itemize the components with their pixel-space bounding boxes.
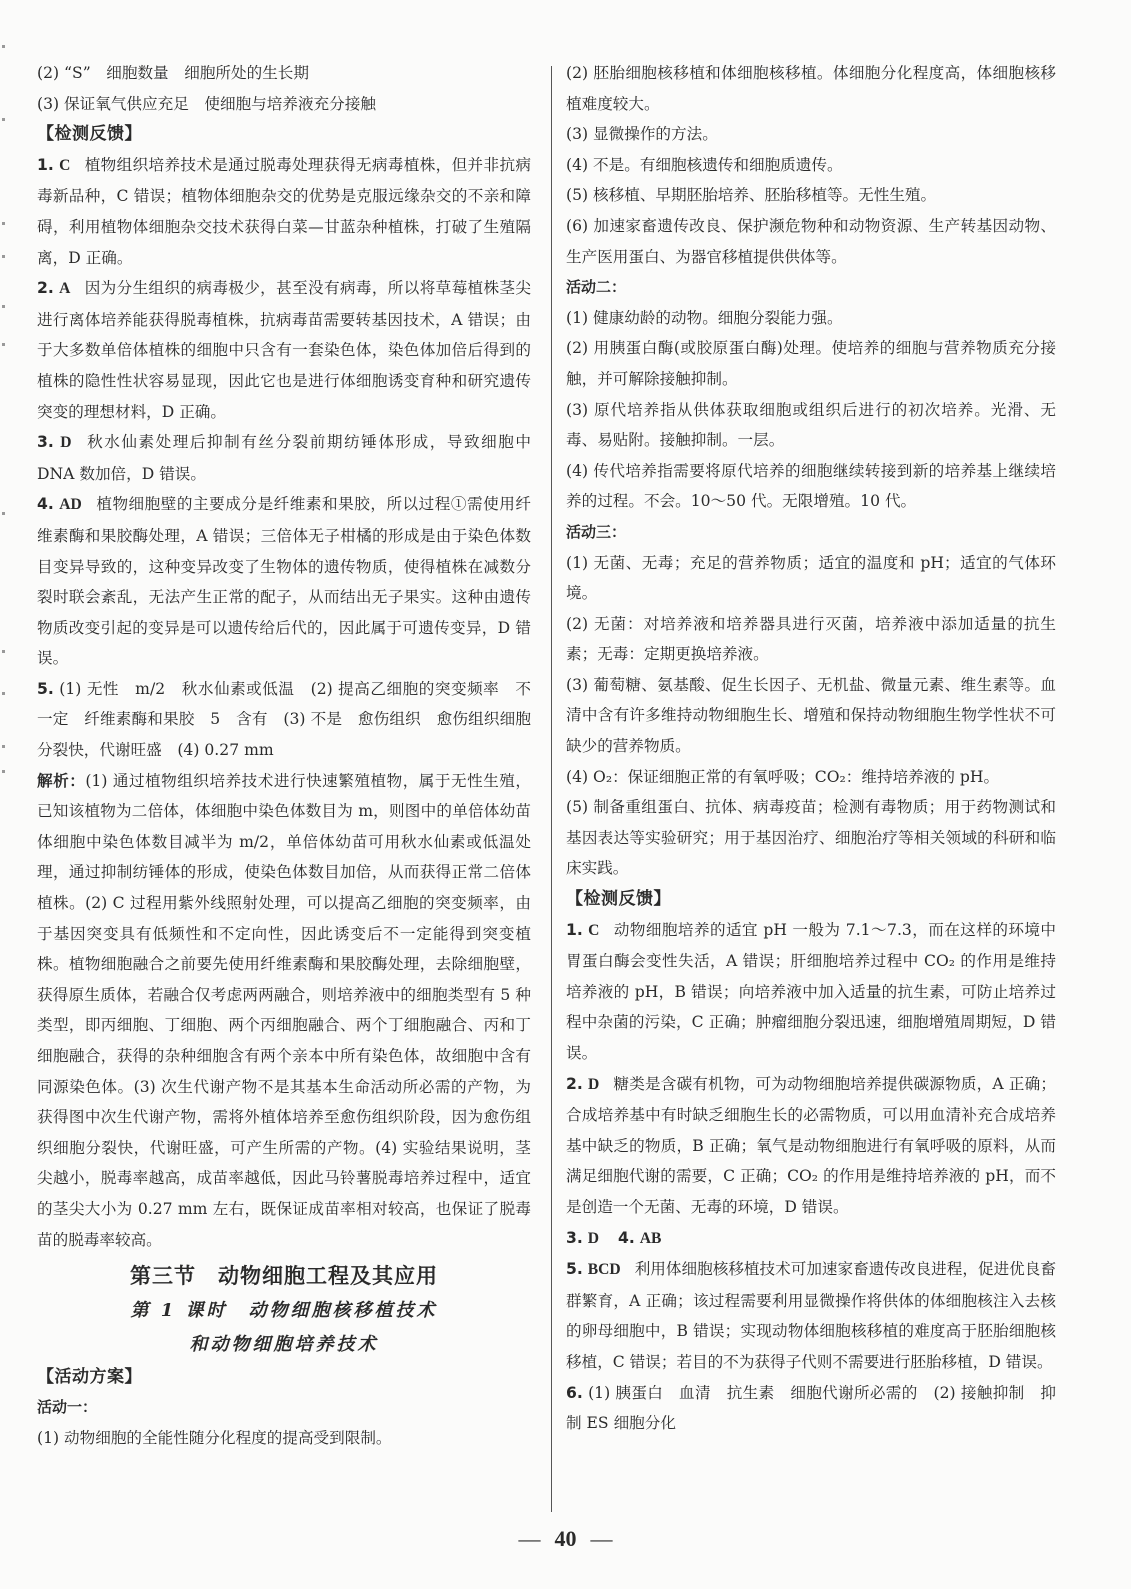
activity2-item: (4) 传代培养指需要将原代培养的细胞继续转接到新的培养基上继续培养的过程。不会。10～50 代。无限增殖。10 代。 — [566, 461, 1056, 511]
activity1-label: 活动一： — [37, 1398, 98, 1417]
activity2-item: (2) 用胰蛋白酶(或胶原蛋白酶)处理。使培养的细胞与营养物质充分接触，并可解除接触抑制。 — [566, 339, 1056, 388]
answer-key: A — [59, 280, 71, 298]
page-dash-right: — — [590, 1526, 613, 1551]
answer-key: AB — [639, 1229, 662, 1247]
page-number-value: 40 — [554, 1526, 577, 1551]
question-number: 1. — [37, 155, 54, 174]
question-number: 3. — [37, 433, 54, 452]
explanation: 糖类是含碳有机物，可为动物细胞培养提供碳源物质，A 正确；合成培养基中有时缺乏细胞生长的必需物质，可以用血清补充合成培养基中缺乏的物质，B 正确；氧气是动物细胞进行有氧呼吸的原料，从而满足细胞代谢的需要，C 正确；CO₂ 的作用是维持培养液的 pH，而不是创造一个无菌、无毒的环境，D 错误。 — [566, 1074, 1056, 1216]
activity2-label: 活动二： — [566, 278, 627, 297]
question-number: 2. — [566, 1074, 583, 1093]
activity1-item: (5) 核移植、早期胚胎培养、胚胎移植等。无性生殖。 — [566, 186, 937, 205]
question-number: 5. — [566, 1260, 583, 1279]
feedback-item — [566, 1378, 1056, 1439]
section-title: 第三节 动物细胞工程及其应用 — [130, 1263, 438, 1289]
activity1-item: (2) 胚胎细胞核移植和体细胞核移植。体细胞分化程度高，体细胞核移植难度较大。 — [566, 64, 1056, 113]
activity3-label: 活动三： — [566, 522, 627, 541]
answer-key: D — [587, 1075, 600, 1093]
question-number: 4. — [37, 495, 54, 514]
activity2-item: (1) 健康幼龄的动物。细胞分裂能力强。 — [566, 308, 843, 327]
activity1-item: (4) 不是。有细胞核遗传和细胞质遗传。 — [566, 155, 843, 174]
left-column — [37, 58, 531, 1454]
activity1-item: (3) 显微操作的方法。 — [566, 125, 718, 144]
question-number: 2. — [37, 279, 54, 298]
activity3-item: (1) 无菌、无毒；充足的营养物质；适宜的温度和 pH；适宜的气体环境。 — [566, 553, 1056, 603]
answer-key: C — [59, 156, 71, 174]
feedback-item — [566, 915, 1056, 1069]
activity3-item: (2) 无菌：对培养液和培养器具进行灭菌，培养液中添加适量的抗生素；无毒：定期更换培养液。 — [566, 614, 1056, 664]
answer-key: AD — [59, 496, 82, 514]
activity1-item: (6) 加速家畜遗传改良、保护濒危物种和动物资源、生产转基因动物、生产医用蛋白、为器官移植提供供体等。 — [566, 216, 1056, 266]
answer-key: BCD — [587, 1261, 621, 1279]
feedback-item — [37, 489, 531, 674]
explanation: 植物组织培养技术是通过脱毒处理获得无病毒植株，但并非抗病毒新品种，C 错误；植物体细胞杂交的优势是克服远缘杂交的不亲和障碍，利用植物体细胞杂交技术获得白菜—甘蓝杂种植株，打破了生殖隔离，D 正确。 — [37, 155, 531, 267]
activity3-item: (3) 葡萄糖、氨基酸、促生长因子、无机盐、微量元素、维生素等。血清中含有许多维持动物细胞生长、增殖和保持动物细胞生物学性状不可缺少的营养物质。 — [566, 675, 1056, 756]
feedback-item — [566, 1223, 1056, 1255]
question-number: 5. — [37, 679, 54, 698]
explanation: 利用体细胞核移植技术可加速家畜遗传改良进程，促进优良畜群繁育，A 正确；该过程需要利用显微操作将供体的体细胞核注入去核的卵母细胞中，B 错误；实现动物体细胞核移植的难度高于胚胎细胞核移植，C 错误；若目的不为获得子代则不需要进行胚胎移植，D 错误。 — [566, 1260, 1056, 1371]
column-divider — [551, 66, 552, 1512]
answer-key: C — [588, 921, 600, 939]
question-number: 1. — [566, 920, 583, 939]
feedback-heading: 【检测反馈】 — [566, 889, 671, 910]
lesson-title-line1: 第 1 课时 动物细胞核移植技术 — [130, 1299, 438, 1321]
explanation: (1) 胰蛋白 血清 抗生素 细胞代谢所必需的 (2) 接触抑制 抑制 ES 细胞分化 — [566, 1383, 1056, 1433]
feedback-heading: 【检测反馈】 — [37, 124, 142, 145]
explanation: 植物细胞壁的主要成分是纤维素和果胶，所以过程①需使用纤维素酶和果胶酶处理，A 错误；三倍体无子柑橘的形成是由于染色体数目变异导致的，这种变异改变了生物体的遗传物质，使得植株在减数分裂时联会紊乱，无法产生正常的配子，从而结出无子果实。这种由遗传物质改变引起的变异是可以遗传给后代的，因此属于可遗传变异，D 错误。 — [37, 495, 531, 668]
feedback-item — [566, 1069, 1056, 1223]
question-number: 3. — [566, 1228, 583, 1247]
analysis-label: 解析： — [37, 771, 86, 790]
activity3-item: (5) 制备重组蛋白、抗体、病毒疫苗；检测有毒物质；用于药物测试和基因表达等实验研究；用于基因治疗、细胞治疗等相关领域的科研和临床实践。 — [566, 798, 1056, 878]
feedback-item — [37, 674, 531, 766]
explanation: 秋水仙素处理后抑制有丝分裂前期纺锤体形成，导致细胞中 DNA 数加倍，D 错误。 — [37, 433, 531, 483]
analysis — [37, 766, 531, 1256]
feedback-item — [37, 427, 531, 489]
explanation: 因为分生组织的病毒极少，甚至没有病毒，所以将草莓植株茎尖进行离体培养能获得脱毒植株，抗病毒苗需要转基因技术，A 错误；由于大多数单倍体植株的细胞中只含有一套染色体，染色体加倍后得到的植株的隐性性状容易显现，因此它也是进行体细胞诱变育种和研究遗传突变的理想材料，D 正确。 — [37, 279, 531, 421]
question-number: 6. — [566, 1383, 583, 1402]
question-number: 4. — [617, 1228, 635, 1247]
explanation: (1) 无性 m/2 秋水仙素或低温 (2) 提高乙细胞的突变频率 不一定 纤维素酶和果胶 5 含有 (3) 不是 愈伤组织 愈伤组织细胞分裂快，代谢旺盛 (4) 0.27 mm — [37, 679, 531, 760]
intro-item: (2) “S” 细胞数量 细胞所处的生长期 — [37, 64, 309, 82]
answer-key: D — [60, 434, 72, 452]
feedback-item — [37, 150, 531, 273]
activity1-item: (1) 动物细胞的全能性随分化程度的提高受到限制。 — [37, 1428, 392, 1447]
answer-key: D — [587, 1229, 600, 1247]
page-dash-left: — — [518, 1526, 541, 1551]
intro-item: (3) 保证氧气供应充足 使细胞与培养液充分接触 — [37, 94, 376, 113]
lesson-title-line2: 和动物细胞培养技术 — [189, 1333, 379, 1355]
binding-gutter — [0, 0, 10, 1589]
activity2-item: (3) 原代培养指从供体获取细胞或组织后进行的初次培养。光滑、无毒、易贴附。接触抑制。一层。 — [566, 400, 1056, 450]
plan-heading: 【活动方案】 — [37, 1366, 142, 1387]
feedback-item — [37, 273, 531, 427]
page-number — [0, 1526, 1131, 1552]
analysis-text: (1) 通过植物组织培养技术进行快速繁殖植物，属于无性生殖，已知该植物为二倍体，体细胞中染色体数目为 m，则图中的单倍体幼苗体细胞中染色体数目减半为 m/2，单倍体幼苗可用秋水仙素或低温处理，通过抑制纺锤体的形成，使染色体数目加倍，从而获得正常二倍体植株。(2) C 过程用紫外线照射处理，可以提高乙细胞的突变频率，由于基因突变具有低频性和不定向性，因此诱变后不一定能得到突变植株。植物细胞融合之前要先使用纤维素酶和果胶酶处理，去除细胞壁，获得原生质体，若融合仅考虑两两融合，则培养液中的细胞类型有 5 种类型，即丙细胞、丁细胞、两个丙细胞融合、两个丁细胞融合、丙和丁细胞融合，获得的杂种细胞含有两个亲本中所有染色体，故细胞中含有同源染色体。(3) 次生代谢产物不是其基本生命活动所必需的产物，为获得图中次生代谢产物，需将外植体培养至愈伤组织阶段，因为愈伤组织细胞分裂快，代谢旺盛，可产生所需的产物。(4) 实验结果说明，茎尖越小，脱毒率越高，成苗率越低，因此马铃薯脱毒培养过程中，适宜的茎尖大小为 0.27 mm 左右，既保证成苗率相对较高，也保证了脱毒苗的脱毒率较高。 — [37, 771, 531, 1249]
feedback-item — [566, 1254, 1056, 1377]
activity3-item: (4) O₂：保证细胞正常的有氧呼吸；CO₂：维持培养液的 pH。 — [566, 767, 1000, 786]
explanation: 动物细胞培养的适宜 pH 一般为 7.1～7.3，而在这样的环境中胃蛋白酶会变性失活，A 错误；肝细胞培养过程中 CO₂ 的作用是维持培养液的 pH，B 错误；向培养液中加入适量的抗生素，可防止培养过程中杂菌的污染，C 正确；肿瘤细胞分裂迅速，细胞增殖周期短，D 错误。 — [566, 920, 1056, 1062]
right-column — [566, 58, 1056, 1439]
